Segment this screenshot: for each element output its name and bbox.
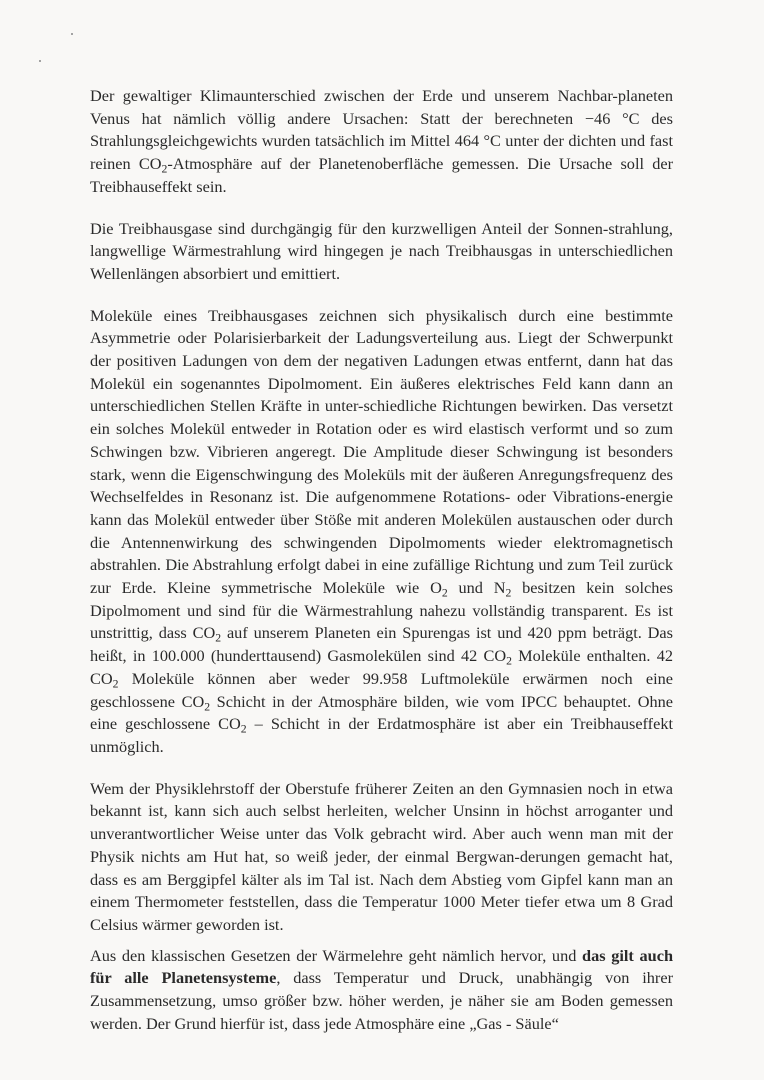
scan-speck: [71, 33, 73, 35]
paragraph-molecules: [90, 305, 673, 759]
paragraph-thermodynamics: [90, 945, 673, 1036]
text-segment: Schicht in der Atmosphäre bilden, wie vom IPCC behauptet. Ohne eine geschlossene CO: [90, 691, 674, 734]
text-segment: Aus den klassischen Gesetzen der Wärmelehre geht nämlich hervor, und: [90, 945, 583, 965]
text-segment: besitzen kein solches Dipolmoment und sind für die Wärmestrahlung nahezu vollständig transparent. Es ist unstrittig, dass CO: [90, 578, 673, 643]
paragraph-venus: [90, 85, 673, 199]
text-segment: Moleküle eines Treibhausgases zeichnen sich physikalisch durch eine bestimmte Asymmetrie oder Polarisierbarkeit der Ladungsverteilung aus. Liegt der Schwerpunkt der positiven Ladungen von dem der negativen Ladungen etwas entfernt, dann hat das Molekül ein sogenanntes Dipolmoment. Ein äußeres elektrisches Feld kann dann an unterschiedlichen Stellen Kräfte in unter-schiedliche Richtungen bewirken. Das versetzt ein solches Molekül entweder in Rotation oder es wird elastisch verformt und so zum Schwingen bzw. Vibrieren angeregt. Die Amplitude dieser Schwingung ist besonders stark, wenn die Eigenschwingung des Moleküls mit der äußeren Anregungsfrequenz des Wechselfeldes in Resonanz ist. Die aufgenommene Rotations- oder Vibrations-energie kann das Molekül entweder über Stöße mit anderen Molekülen austauschen oder durch die Antennenwirkung des schwingenden Dipolmoments wieder elektromagnetisch abstrahlen. Die Abstrahlung erfolgt dabei in eine zufällige Richtung und zum Teil zurück zur Erde. Kleine symmetrische Moleküle wie O: [90, 305, 673, 598]
text-segment: -Atmosphäre auf der Planetenoberfläche gemessen. Die Ursache soll der Treibhauseffekt sein.: [90, 154, 674, 196]
text-segment: Wem der Physiklehrstoff der Oberstufe früherer Zeiten an den Gymnasien noch in etwa bekannt ist, kann sich auch selbst herleiten, welcher Unsinn in höchst arroganter und unverantwortlicher Weise unter das Volk gebracht wird. Aber auch wenn man mit der Physik nichts am Hut hat, so weiß jeder, der einmal Bergwan-derungen gemacht hat, dass es am Berggipfel kälter als im Tal ist. Nach dem Abstieg vom Gipfel kann man an einem Thermometer feststellen, dass die Temperatur 1000 Meter tiefer etwa um 8 Grad Celsius wärmer geworden ist.: [90, 778, 673, 934]
text-segment: Moleküle können aber weder 99.958 Luftmoleküle erwärmen noch eine geschlossene CO: [90, 668, 673, 711]
paragraph-physics: [90, 778, 673, 937]
subscript: 2: [204, 699, 211, 713]
text-segment: Die Treibhausgase sind durchgängig für den kurzwelligen Anteil der Sonnen-strahlung, langwellige Wärmestrahlung wird hingegen je nach Treibhausgas in unterschiedlichen Wellenlängen absorbiert und emittiert.: [90, 218, 673, 283]
text-segment: und N: [447, 578, 506, 598]
paragraph-greenhouse-gases: [90, 218, 673, 286]
text-segment: , dass Temperatur und Druck, unabhängig von ihrer Zusammensetzung, umso größer bzw. höher werden, je näher sie am Boden gemessen werden. Der Grund hierfür ist, dass jede Atmosphäre eine „Gas - Säule“: [90, 968, 674, 1033]
subscript: 2: [161, 162, 168, 176]
subscript: 2: [112, 677, 119, 691]
subscript: 2: [505, 586, 512, 600]
text-segment: Der gewaltiger Klimaunterschied zwischen der Erde und unserem Nachbar-planeten Venus hat nämlich völlig andere Ursachen: Statt der berechneten −46 °C des Strahlungsgleichgewichts wurden tatsächlich im Mittel 464 °C unter der dichten und fast reinen CO: [90, 86, 673, 174]
document-body: [90, 85, 673, 1035]
subscript: 2: [506, 654, 512, 668]
text-segment: – Schicht in der Erdatmosphäre ist aber ein Treibhauseffekt unmöglich.: [90, 714, 673, 756]
bold-emphasis: das gilt auch für alle Planetensysteme: [90, 945, 673, 988]
subscript: 2: [215, 631, 222, 645]
subscript: 2: [240, 722, 247, 736]
text-segment: auf unserem Planeten ein Spurengas ist und 420 ppm beträgt. Das heißt, in 100.000 (hunderttausend) Gasmolekülen sind 42 CO: [90, 623, 673, 666]
subscript: 2: [441, 586, 448, 600]
scan-speck: [39, 60, 41, 62]
text-segment: Moleküle enthalten. 42 CO: [90, 646, 673, 688]
